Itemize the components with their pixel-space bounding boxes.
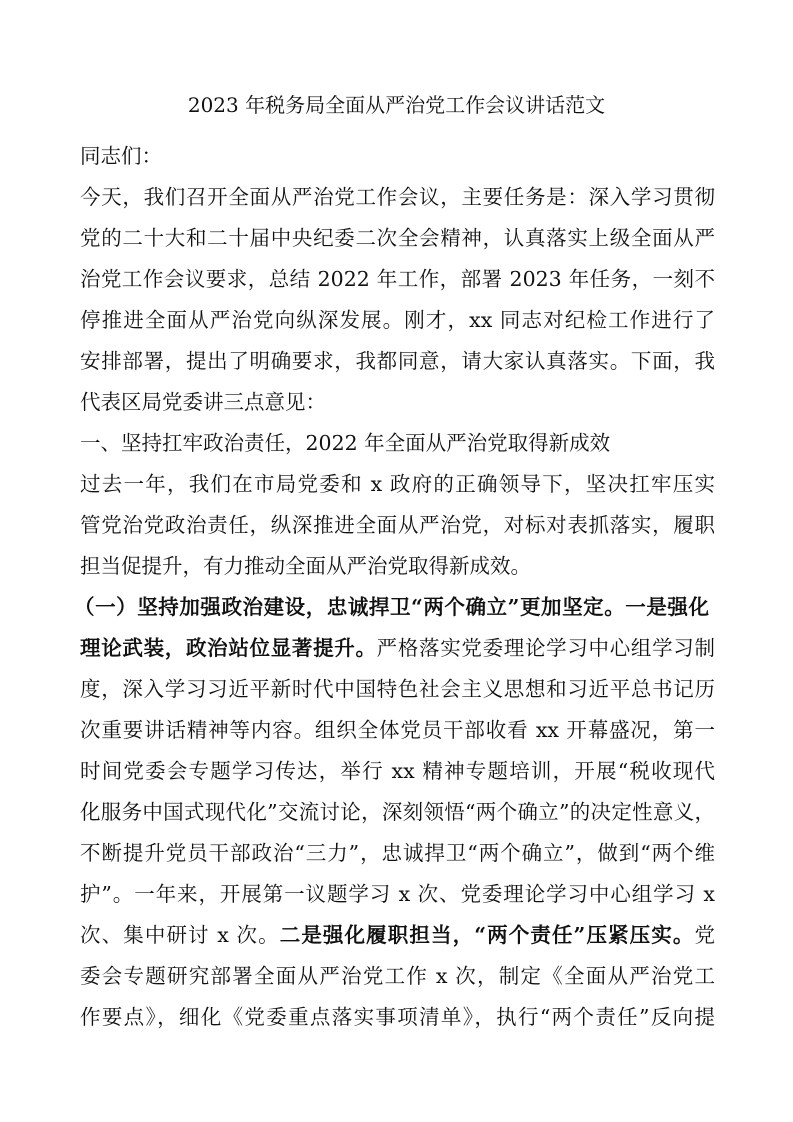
text-line [80, 551, 715, 581]
document-title: 2023 年税务局全面从严治党工作会议讲话范文 [187, 93, 606, 117]
text-segment: 今天，我们召开全面从严治党工作会议，主要任务是：深入学习贯彻 [80, 185, 715, 209]
text-segment: 管党治党政治责任，纵深推进全面从严治党，对标对表抓落实，履职 [80, 513, 715, 537]
text-segment: 不断提升党员干部政治“三力”，忠诚捍卫“两个确立”，做到“两个维 [80, 841, 715, 865]
text-line [80, 1002, 715, 1032]
text-line [80, 510, 715, 540]
text-segment: 停推进全面从严治党向纵深发展。刚才，xx 同志对纪检工作进行了 [80, 308, 715, 332]
text-line [80, 428, 715, 458]
text-line [80, 838, 715, 868]
text-line [80, 797, 715, 827]
text-segment: 一、坚持扛牢政治责任，2022 年全面从严治党取得新成效 [80, 431, 611, 455]
text-line [80, 674, 715, 704]
text-line [80, 469, 715, 499]
text-line [80, 633, 715, 663]
text-line [80, 961, 715, 991]
text-line [80, 920, 715, 950]
text-segment: 同志们： [80, 144, 162, 168]
text-segment: 作要点》，细化《党委重点落实事项清单》，执行“两个责任”反向提 [80, 1005, 715, 1029]
text-line [80, 182, 715, 212]
text-segment: 委会专题研究部署全面从严治党工作 x 次，制定《全面从严治党工 [80, 964, 715, 988]
text-line [74, 592, 709, 622]
text-segment: 度，深入学习习近平新时代中国特色社会主义思想和习近平总书记历 [80, 677, 715, 701]
text-line [80, 264, 715, 294]
text-line [80, 305, 715, 335]
text-segment: 护”。一年来，开展第一议题学习 x 次、党委理论学习中心组学习 x [80, 882, 715, 906]
text-segment: 过去一年，我们在市局党委和 x 政府的正确领导下，坚决扛牢压实 [80, 472, 715, 496]
text-line [80, 756, 715, 786]
text-line [80, 346, 715, 376]
bold-text-segment: （一）坚持加强政治建设，忠诚捍卫“两个确立”更加坚定。一是强化 [74, 595, 709, 619]
text-segment: 党 [694, 923, 715, 947]
bold-text-segment: 二是强化履职担当，“两个责任”压紧压实。 [279, 923, 695, 947]
text-line [80, 223, 715, 253]
bold-text-segment: 理论武装，政治站位显著提升。 [80, 636, 377, 660]
text-line [80, 141, 715, 171]
text-segment: 安排部署，提出了明确要求，我都同意，请大家认真落实。下面，我 [80, 349, 715, 373]
text-segment: 时间党委会专题学习传达，举行 xx 精神专题培训，开展“税收现代 [80, 759, 715, 783]
text-segment: 治党工作会议要求，总结 2022 年工作，部署 2023 年任务，一刻不 [80, 267, 715, 291]
text-segment: 次、集中研讨 x 次。 [80, 923, 280, 947]
text-segment: 党的二十大和二十届中央纪委二次全会精神，认真落实上级全面从严 [80, 226, 715, 250]
text-segment: 次重要讲话精神等内容。组织全体党员干部收看 xx 开幕盛况，第一 [80, 718, 715, 742]
text-segment: 代表区局党委讲三点意见： [80, 390, 326, 414]
text-segment: 担当促提升，有力推动全面从严治党取得新成效。 [80, 554, 531, 578]
text-segment: 化服务中国式现代化”交流讨论，深刻领悟“两个确立”的决定性意义， [80, 800, 715, 824]
text-segment: 严格落实党委理论学习中心组学习制 [376, 636, 715, 660]
text-line [80, 879, 715, 909]
text-line [80, 715, 715, 745]
text-line [80, 387, 715, 417]
